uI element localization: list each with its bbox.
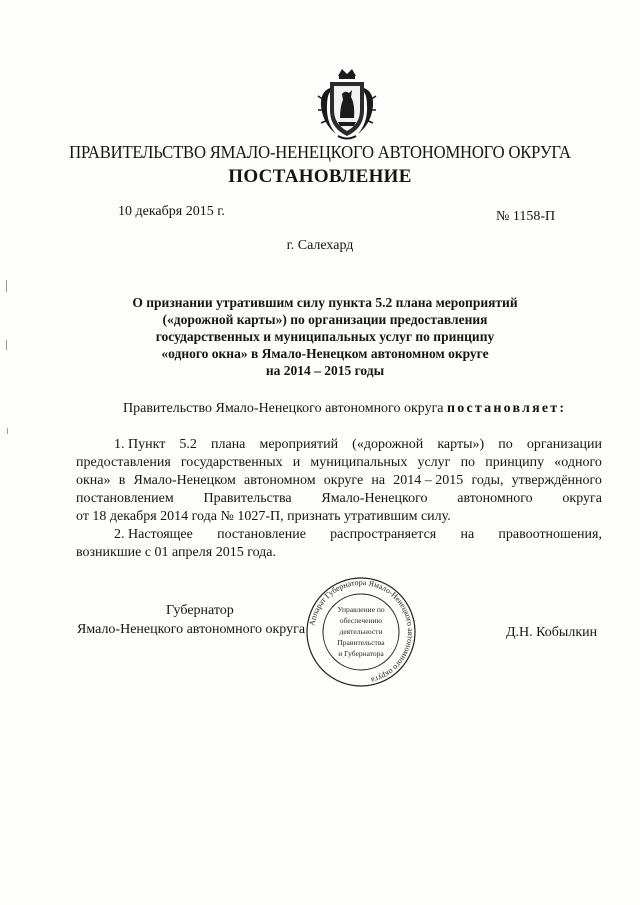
word: мероприятий (259, 437, 339, 452)
word: постановление (217, 527, 306, 542)
preamble (123, 401, 566, 417)
word: округе (323, 473, 364, 488)
sentence: возникшие с 01 апреля 2015 года. (76, 545, 277, 560)
word: карты») (437, 437, 485, 452)
decree-subject (120, 294, 530, 379)
word: государственных (180, 455, 283, 470)
word: «одного (554, 455, 602, 470)
scan-margin-mark (7, 428, 8, 434)
subject-line: государственных и муниципальных услуг по принципу (155, 329, 495, 344)
scan-margin-mark (6, 340, 7, 350)
word: округа (562, 491, 602, 506)
word: и (292, 455, 301, 470)
stamp-outer-text: Аппарат Губернатора Ямало-Ненецкого автономного округа (307, 577, 416, 685)
paragraph-1-line-2 (76, 454, 602, 472)
word: муниципальных (310, 455, 408, 470)
stamp-line: деятельности (339, 627, 383, 636)
sentence: от 18 декабря 2014 года № 1027-П, признать утратившим силу. (76, 509, 451, 524)
paragraph-1-line-5 (76, 508, 602, 526)
scan-margin-mark (6, 280, 7, 292)
word: Правительства (203, 491, 292, 506)
word: на (371, 473, 386, 488)
word: Ямало-Ненецком (133, 473, 236, 488)
decree-date: 10 декабря 2015 г. (118, 204, 225, 219)
paragraph-1-line-3 (76, 472, 602, 490)
word: распространяется (330, 527, 437, 542)
word: организации (526, 437, 602, 452)
coat-of-arms-emblem (316, 66, 378, 142)
document-type-heading: ПОСТАНОВЛЕНИЕ (228, 166, 412, 187)
word: 2014 – 2015 (393, 473, 464, 488)
stamp-line: и Губернатора (338, 649, 384, 658)
signatory-title: Губернатор (166, 603, 234, 618)
word: на (460, 527, 475, 542)
subject-line: «одного окна» в Ямало-Ненецком автономном округе (161, 346, 489, 361)
word: Ямало-Ненецкого (321, 491, 428, 506)
stamp-line: обеспечению (339, 616, 383, 625)
word: по (498, 437, 513, 452)
word: постановлением (76, 491, 174, 506)
word: 5.2 (179, 437, 197, 452)
signatory-organization: Ямало-Ненецкого автономного округа (77, 622, 306, 637)
word: автономном (244, 473, 316, 488)
decree-number: № 1158-П (496, 209, 556, 224)
subject-line: («дорожной карты») по организации предоставления (162, 312, 488, 327)
word: правоотношения, (498, 527, 602, 542)
word: окна» (76, 473, 111, 488)
government-heading: ПРАВИТЕЛЬСТВО ЯМАЛО-НЕНЕЦКОГО АВТОНОМНОГО ОКРУГА (69, 142, 571, 162)
preamble-text: Правительство Ямало-Ненецкого автономного округа (123, 401, 448, 416)
paragraph-2-line-1 (76, 526, 602, 544)
word: по (460, 455, 476, 470)
paragraph-1-line-1 (76, 436, 602, 454)
stamp-line: Правительства (337, 638, 385, 647)
word: в (118, 473, 126, 488)
decree-city: г. Салехард (286, 238, 354, 253)
subject-line: на 2014 – 2015 годы (265, 363, 385, 378)
word: («дорожной (352, 437, 424, 452)
word: 1. Пункт (114, 437, 166, 452)
word: утверждённого (511, 473, 602, 488)
paragraph-1-line-4 (76, 490, 602, 508)
word: предоставления (76, 455, 171, 470)
stamp-inner-text (328, 604, 394, 659)
stamp-line: Управление по (337, 605, 385, 614)
word: принципу (485, 455, 545, 470)
word: автономного (457, 491, 533, 506)
word: услуг (417, 455, 451, 470)
word: 2. Настоящее (114, 527, 193, 542)
signatory-name: Д.Н. Кобылкин (506, 625, 598, 640)
decree-word: постановляет: (447, 401, 567, 416)
paragraph-2-line-2 (76, 544, 602, 562)
word: плана (211, 437, 246, 452)
decree-body (76, 436, 602, 562)
subject-line: О признании утратившим силу пункта 5.2 плана мероприятий (132, 295, 518, 310)
word: годы, (471, 473, 504, 488)
